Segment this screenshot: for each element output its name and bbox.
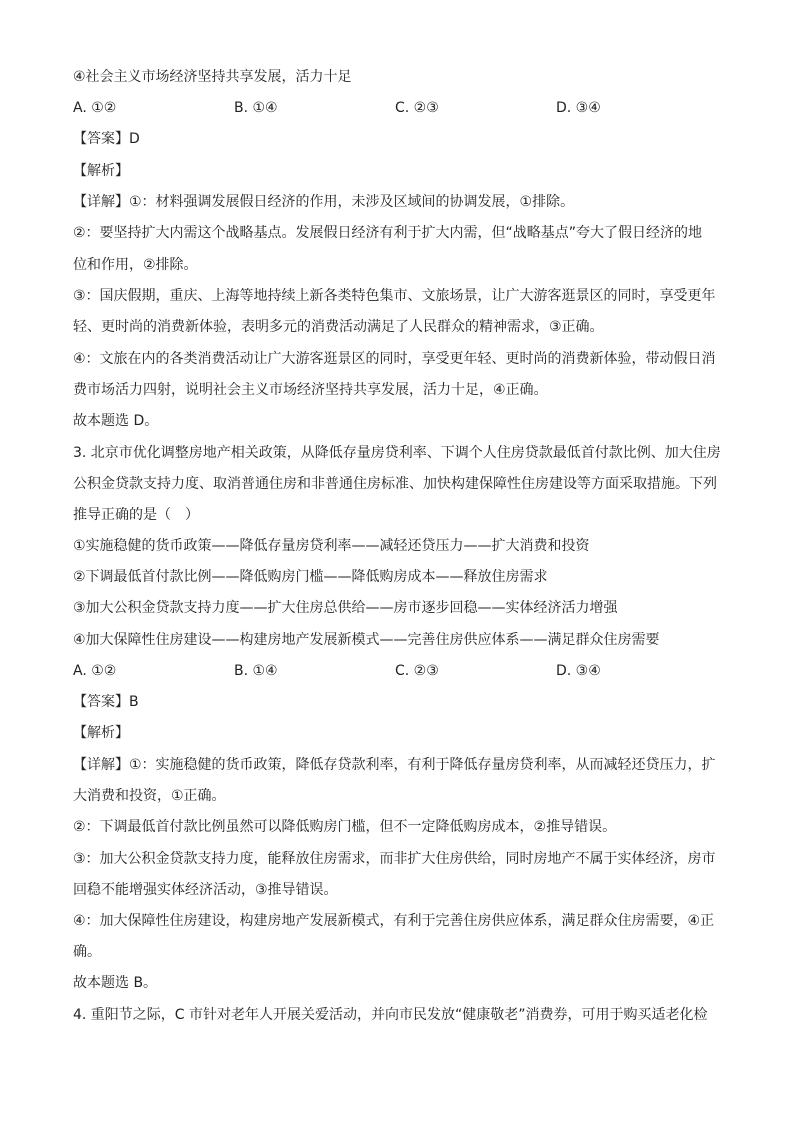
q2-option-c: C. ②③ <box>395 100 439 116</box>
q2-detail-line: ④：文旅在内的各类消费活动让广大游客逛景区的同时，享受更年轻、更时尚的消费新体验，带动假日消 <box>73 351 716 367</box>
q3-detail-line: 回稳不能增强实体经济活动，③推导错误。 <box>73 882 338 898</box>
q3-item-4: ④加大保障性住房建设——构建房地产发展新模式——完善住房供应体系——满足群众住房需要 <box>73 632 660 648</box>
q2-detail-line: 轻、更时尚的消费新体验，表明多元的消费活动满足了人民群众的精神需求，③正确。 <box>73 319 604 335</box>
q3-analysis-heading: 【解析】 <box>73 725 129 741</box>
q2-answer: 【答案】D <box>73 131 140 147</box>
q3-item-3: ③加大公积金贷款支持力度——扩大住房总供给——房市逐步回稳——实体经济活力增强 <box>73 600 618 616</box>
q2-analysis-heading: 【解析】 <box>73 163 129 179</box>
q3-detail-line: 【详解】①：实施稳健的货币政策，降低存贷款利率，有利于降低存量房贷利率，从而减轻还贷压力，扩 <box>73 757 716 773</box>
q3-detail-line: ④：加大保障性住房建设，构建房地产发展新模式，有利于完善住房供应体系，满足群众住房需要，④正 <box>73 913 715 929</box>
q3-answer: 【答案】B <box>73 694 139 710</box>
q2-detail-line: ②：要坚持扩大内需这个战略基点。发展假日经济有利于扩大内需，但“战略基点”夸大了假日经济的地 <box>73 225 703 241</box>
q2-options <box>73 98 723 118</box>
q2-option-b: B. ①④ <box>234 100 278 116</box>
q3-item-1: ①实施稳健的货币政策——降低存量房贷利率——减轻还贷压力——扩大消费和投资 <box>73 538 590 554</box>
q2-detail-line: 位和作用，②排除。 <box>73 257 198 273</box>
q2-item-4: ④社会主义市场经济坚持共享发展，活力十足 <box>73 69 352 85</box>
q3-stem-line: 公积金贷款支持力度、取消普通住房和非普通住房标准、加快构建保障性住房建设等方面采取措施。下列 <box>73 476 717 492</box>
q3-item-2: ②下调最低首付款比例——降低购房门槛——降低购房成本——释放住房需求 <box>73 569 548 585</box>
q4-stem-line: 4. 重阳节之际，C 市针对老年人开展关爱活动，并向市民发放“健康敬老”消费券，可用于购买适老化检 <box>73 1007 708 1023</box>
q2-option-d: D. ③④ <box>556 100 601 116</box>
q3-detail-line: 确。 <box>73 944 101 960</box>
q3-option-d: D. ③④ <box>556 663 601 679</box>
q3-stem-line: 推导正确的是（ ） <box>73 507 199 523</box>
q3-option-c: C. ②③ <box>395 663 439 679</box>
q3-option-b: B. ①④ <box>234 663 278 679</box>
q3-option-a: A. ①② <box>73 663 117 679</box>
q2-detail-line: 【详解】①：材料强调发展假日经济的作用，未涉及区域间的协调发展，①排除。 <box>73 194 575 210</box>
q3-conclusion: 故本题选 B。 <box>73 975 158 991</box>
q3-detail-line: 大消费和投资，①正确。 <box>73 788 226 804</box>
q3-stem-line: 3. 北京市优化调整房地产相关政策，从降低存量房贷利率、下调个人住房贷款最低首付款比例、加大住房 <box>73 445 721 461</box>
q3-detail-line: ②：下调最低首付款比例虽然可以降低购房门槛，但不一定降低购房成本，②推导错误。 <box>73 819 617 835</box>
q2-detail-line: ③：国庆假期，重庆、上海等地持续上新各类特色集市、文旅场景，让广大游客逛景区的同时，享受更年 <box>73 288 716 304</box>
q2-detail-line: 费市场活力四射，说明社会主义市场经济坚持共享发展，活力十足，④正确。 <box>73 382 548 398</box>
q3-detail-line: ③：加大公积金贷款支持力度，能释放住房需求，而非扩大住房供给，同时房地产不属于实体经济，房市 <box>73 851 716 867</box>
q2-conclusion: 故本题选 D。 <box>73 413 159 429</box>
q3-options <box>73 661 723 681</box>
q2-option-a: A. ①② <box>73 100 117 116</box>
